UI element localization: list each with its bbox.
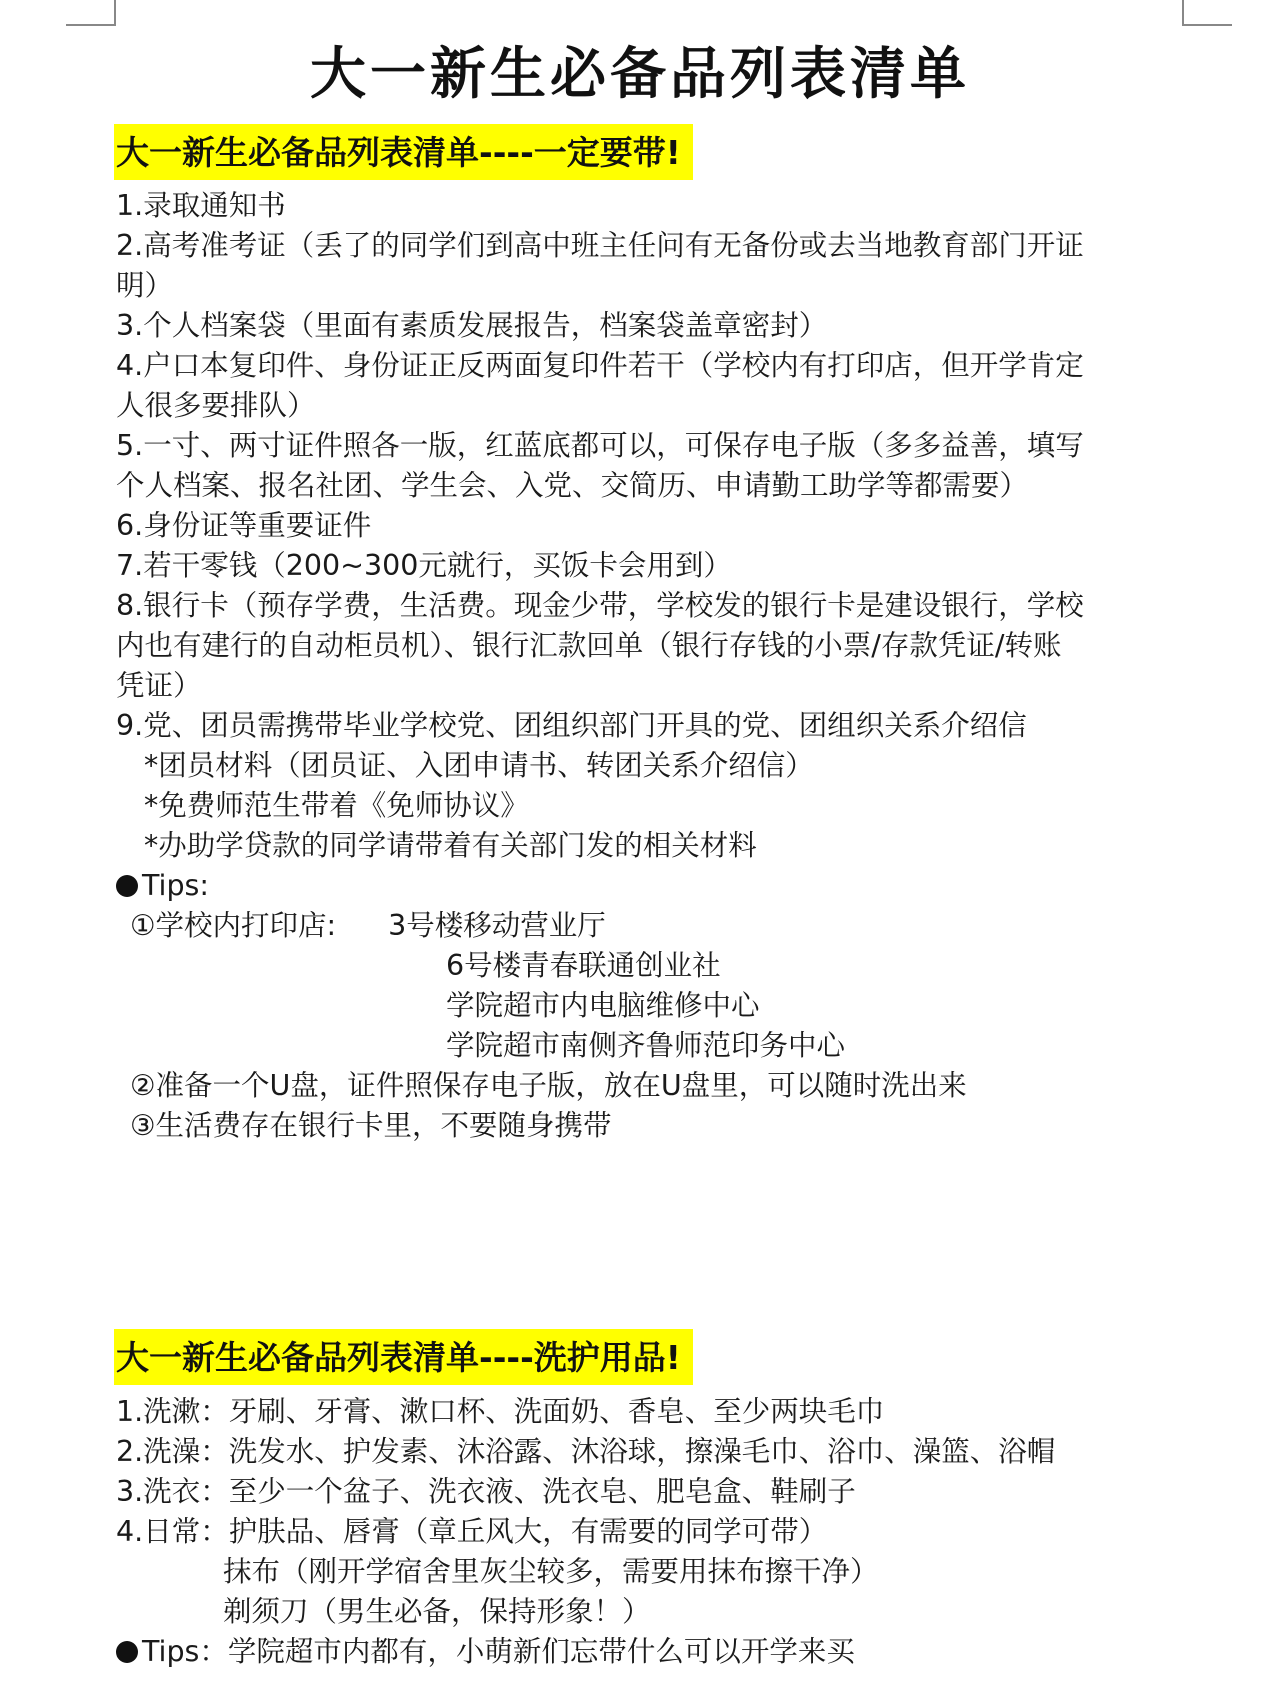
document-title: 大一新生必备品列表清单 (310, 42, 970, 107)
section-heading-must-bring: 大一新生必备品列表清单----一定要带! (114, 124, 693, 180)
daily-item: 剃须刀（男生必备，保持形象！） (223, 1595, 651, 1628)
sub-item: *团员材料（团员证、入团申请书、转团关系介绍信） (144, 749, 814, 782)
section-heading-toiletries: 大一新生必备品列表清单----洗护用品! (114, 1329, 693, 1385)
list-item: 2.高考准考证（丢了的同学们到高中班主任问有无备份或去当地教育部门开证 (116, 229, 1084, 262)
shop-item: 6号楼青春联通创业社 (446, 949, 721, 982)
daily-item: 抹布（刚开学宿舍里灰尘较多，需要用抹布擦干净） (223, 1555, 879, 1588)
toiletries-list (116, 1392, 1176, 1672)
sub-item: *免费师范生带着《免师协议》 (144, 789, 529, 822)
list-item: 3.个人档案袋（里面有素质发展报告，档案袋盖章密封） (116, 309, 828, 342)
shop-item: 3号楼移动营业厅 (388, 909, 606, 942)
tip1-label: ①学校内打印店: (130, 909, 337, 942)
list-item: 2.洗澡：洗发水、护发素、沐浴露、沐浴球，擦澡毛巾、浴巾、澡篮、浴帽 (116, 1435, 1056, 1468)
list-item: 7.若干零钱（200~300元就行，买饭卡会用到） (116, 549, 732, 582)
list-item: 凭证） (116, 669, 202, 702)
page-corner-mark-right (1182, 0, 1232, 26)
shop-item: 学院超市内电脑维修中心 (446, 989, 760, 1022)
must-bring-list (116, 186, 1176, 1146)
bullet-icon (116, 875, 138, 897)
list-item: 个人档案、报名社团、学生会、入党、交简历、申请勤工助学等都需要） (116, 469, 1029, 502)
page-corner-mark-left (66, 0, 116, 26)
bullet-icon (116, 1641, 138, 1663)
list-item: 4.户口本复印件、身份证正反两面复印件若干（学校内有打印店，但开学肯定 (116, 349, 1084, 382)
sub-item: *办助学贷款的同学请带着有关部门发的相关材料 (144, 829, 757, 862)
list-item: 3.洗衣：至少一个盆子、洗衣液、洗衣皂、肥皂盒、鞋刷子 (116, 1475, 856, 1508)
list-item: 5.一寸、两寸证件照各一版，红蓝底都可以，可保存电子版（多多益善，填写 (116, 429, 1084, 462)
tips-line (116, 1632, 1176, 1672)
list-item: 1.录取通知书 (116, 189, 286, 222)
shop-item: 学院超市南侧齐鲁师范印务中心 (446, 1029, 846, 1062)
list-item: 内也有建行的自动柜员机）、银行汇款回单（银行存钱的小票/存款凭证/转账 (116, 629, 1062, 662)
tip-bank: ③生活费存在银行卡里，不要随身携带 (130, 1109, 612, 1142)
tip-usb: ②准备一个U盘，证件照保存电子版，放在U盘里，可以随时洗出来 (130, 1069, 967, 1102)
list-item: 9.党、团员需携带毕业学校党、团组织部门开具的党、团组织关系介绍信 (116, 709, 1027, 742)
list-item: 6.身份证等重要证件 (116, 509, 372, 542)
list-item: 1.洗漱：牙刷、牙膏、漱口杯、洗面奶、香皂、至少两块毛巾 (116, 1395, 885, 1428)
list-item: 8.银行卡（预存学费，生活费。现金少带，学校发的银行卡是建设银行，学校 (116, 589, 1084, 622)
list-item: 明） (116, 269, 174, 302)
tips-heading (116, 866, 1176, 906)
tip-printshops (116, 906, 1176, 946)
tips-label: Tips: (142, 869, 209, 902)
list-item: 人很多要排队） (116, 389, 316, 422)
list-item: 4.日常：护肤品、唇膏（章丘风大，有需要的同学可带） (116, 1515, 828, 1548)
tips-text: Tips：学院超市内都有，小萌新们忘带什么可以开学来买 (142, 1635, 855, 1668)
